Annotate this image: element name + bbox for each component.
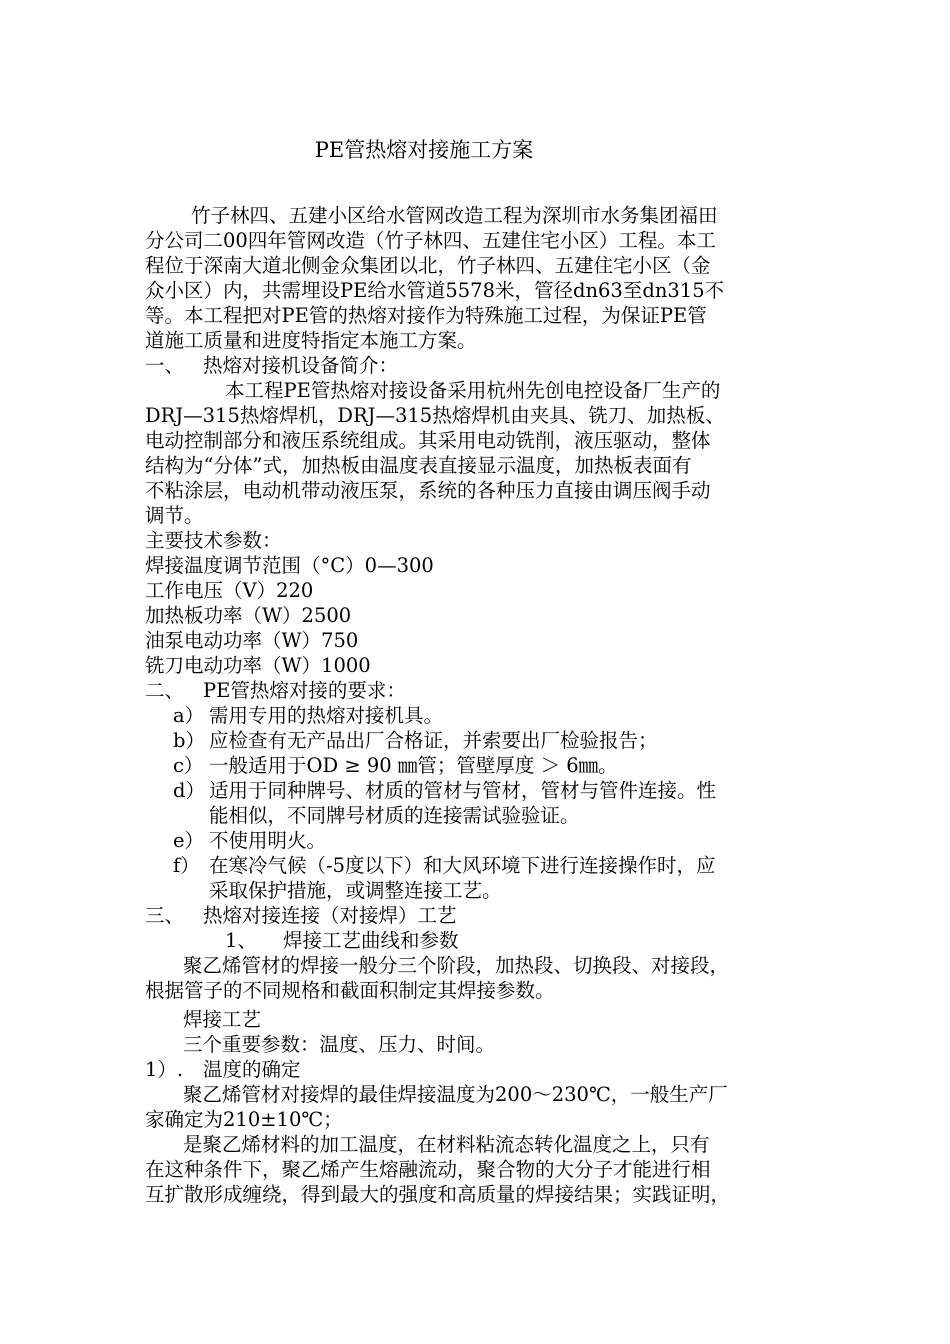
text-line: 等。本工程把对PE管的热熔对接作为特殊施工过程，为保证PE管	[145, 304, 707, 327]
list-text-continued: 能相似，不同牌号材质的连接需试验验证。	[209, 804, 580, 827]
point-title: 温度的确定	[203, 1058, 301, 1081]
section-title: 热熔对接连接（对接焊）工艺	[203, 904, 457, 927]
page-title: PE管热熔对接施工方案	[314, 138, 534, 162]
craft-heading: 焊接工艺	[183, 1008, 262, 1031]
temperature-paragraph	[145, 1082, 825, 1132]
text-line: 众小区）内，共需埋设PE给水管道5578米，管径dn63至dn315不	[145, 279, 725, 302]
list-text: 需用专用的热熔对接机具。	[209, 704, 444, 727]
param-item: 油泵电动功率（W）750	[145, 629, 359, 652]
list-item	[145, 753, 825, 778]
craft-params: 三个重要参数：温度、压力、时间。	[183, 1033, 496, 1056]
param-item: 铣刀电动功率（W）1000	[145, 654, 371, 677]
list-marker: c）	[173, 754, 204, 777]
text-line: 分公司二00四年管网改造（竹子林四、五建住宅小区）工程。本工	[145, 229, 716, 252]
text-line: 程位于深南大道北侧金众集团以北，竹子林四、五建住宅小区（金	[145, 254, 711, 277]
section-1-paragraph	[145, 378, 825, 528]
list-text: 一般适用于OD ≥ 90 ㎜管；管壁厚度 ＞ 6㎜。	[209, 754, 618, 777]
list-item	[145, 728, 825, 753]
param-item: 工作电压（V）220	[145, 579, 314, 602]
list-item	[145, 778, 825, 803]
text-line: 根据管子的不同规格和截面积制定其焊接参数。	[145, 979, 555, 1002]
section-3-heading	[145, 903, 825, 928]
list-text-continued: 采取保护措施，或调整连接工艺。	[209, 879, 502, 902]
text-line: 聚乙烯管材的焊接一般分三个阶段，加热段、切换段、对接段，	[183, 954, 730, 977]
text-line: 本工程PE管热熔对接设备采用杭州先创电控设备厂生产的	[225, 379, 721, 402]
section-title: 热熔对接机设备简介：	[203, 354, 399, 377]
text-line: 电动控制部分和液压系统组成。其采用电动铣削，液压驱动，整体	[145, 429, 711, 452]
text-line: 是聚乙烯材料的加工温度，在材料粘流态转化温度之上，只有	[183, 1133, 710, 1156]
list-marker: e）	[173, 829, 205, 852]
list-text: 在寒冷气候（-5度以下）和大风环境下进行连接操作时，应	[209, 854, 716, 877]
param-item: 加热板功率（W）2500	[145, 604, 352, 627]
list-marker: a）	[173, 704, 205, 727]
point-number: 1）.	[145, 1058, 184, 1081]
list-marker: b）	[173, 729, 205, 752]
section-1-heading	[145, 353, 825, 378]
document-body	[145, 203, 825, 1207]
section-title: PE管热熔对接的要求：	[203, 679, 406, 702]
text-line: 不粘涂层，电动机带动液压泵，系统的各种压力直接由调压阀手动	[145, 479, 711, 502]
list-text: 应检查有无产品出厂合格证，并索要出厂检验报告；	[209, 729, 658, 752]
text-line: 在这种条件下，聚乙烯产生熔融流动，聚合物的大分子才能进行相	[145, 1158, 711, 1181]
intro-paragraph	[145, 203, 825, 353]
section-number: 二、	[145, 679, 185, 702]
text-line: 道施工质量和进度特指定本施工方案。	[145, 329, 477, 352]
list-item	[145, 703, 825, 728]
params-list	[145, 553, 825, 678]
point-1-heading	[145, 1057, 825, 1082]
section-2-heading	[145, 678, 825, 703]
param-item: 焊接温度调节范围（°C）0—300	[145, 554, 434, 577]
list-text: 不使用明火。	[209, 829, 327, 852]
section-number: 一、	[145, 354, 185, 377]
list-marker: d）	[173, 779, 205, 802]
processing-paragraph	[145, 1132, 825, 1207]
text-line: 竹子林四、五建小区给水管网改造工程为深圳市水务集团福田	[191, 204, 718, 227]
list-item	[145, 853, 825, 878]
text-line: DRJ—315热熔焊机，DRJ—315热熔焊机由夹具、铣刀、加热板、	[145, 404, 725, 427]
list-marker: f）	[173, 854, 200, 877]
text-line: 结构为“分体”式，加热板由温度表直接显示温度，加热板表面有	[145, 454, 692, 477]
text-line: 互扩散形成缠绕，得到最大的强度和高质量的焊接结果；实践证明，	[145, 1183, 731, 1206]
params-heading: 主要技术参数：	[145, 529, 282, 552]
text-line: 调节。	[145, 504, 204, 527]
list-text: 适用于同种牌号、材质的管材与管材，管材与管件连接。性	[209, 779, 717, 802]
list-item	[145, 828, 825, 853]
subsection-title: 焊接工艺曲线和参数	[283, 929, 459, 952]
welding-paragraph	[145, 953, 825, 1003]
subsection-1-heading	[145, 928, 825, 953]
text-line: 家确定为210±10℃；	[145, 1108, 343, 1131]
requirements-list	[145, 703, 825, 903]
text-line: 聚乙烯管材对接焊的最佳焊接温度为200～230℃，一般生产厂	[183, 1083, 728, 1106]
section-number: 三、	[145, 904, 185, 927]
subsection-number: 1、	[225, 929, 257, 952]
